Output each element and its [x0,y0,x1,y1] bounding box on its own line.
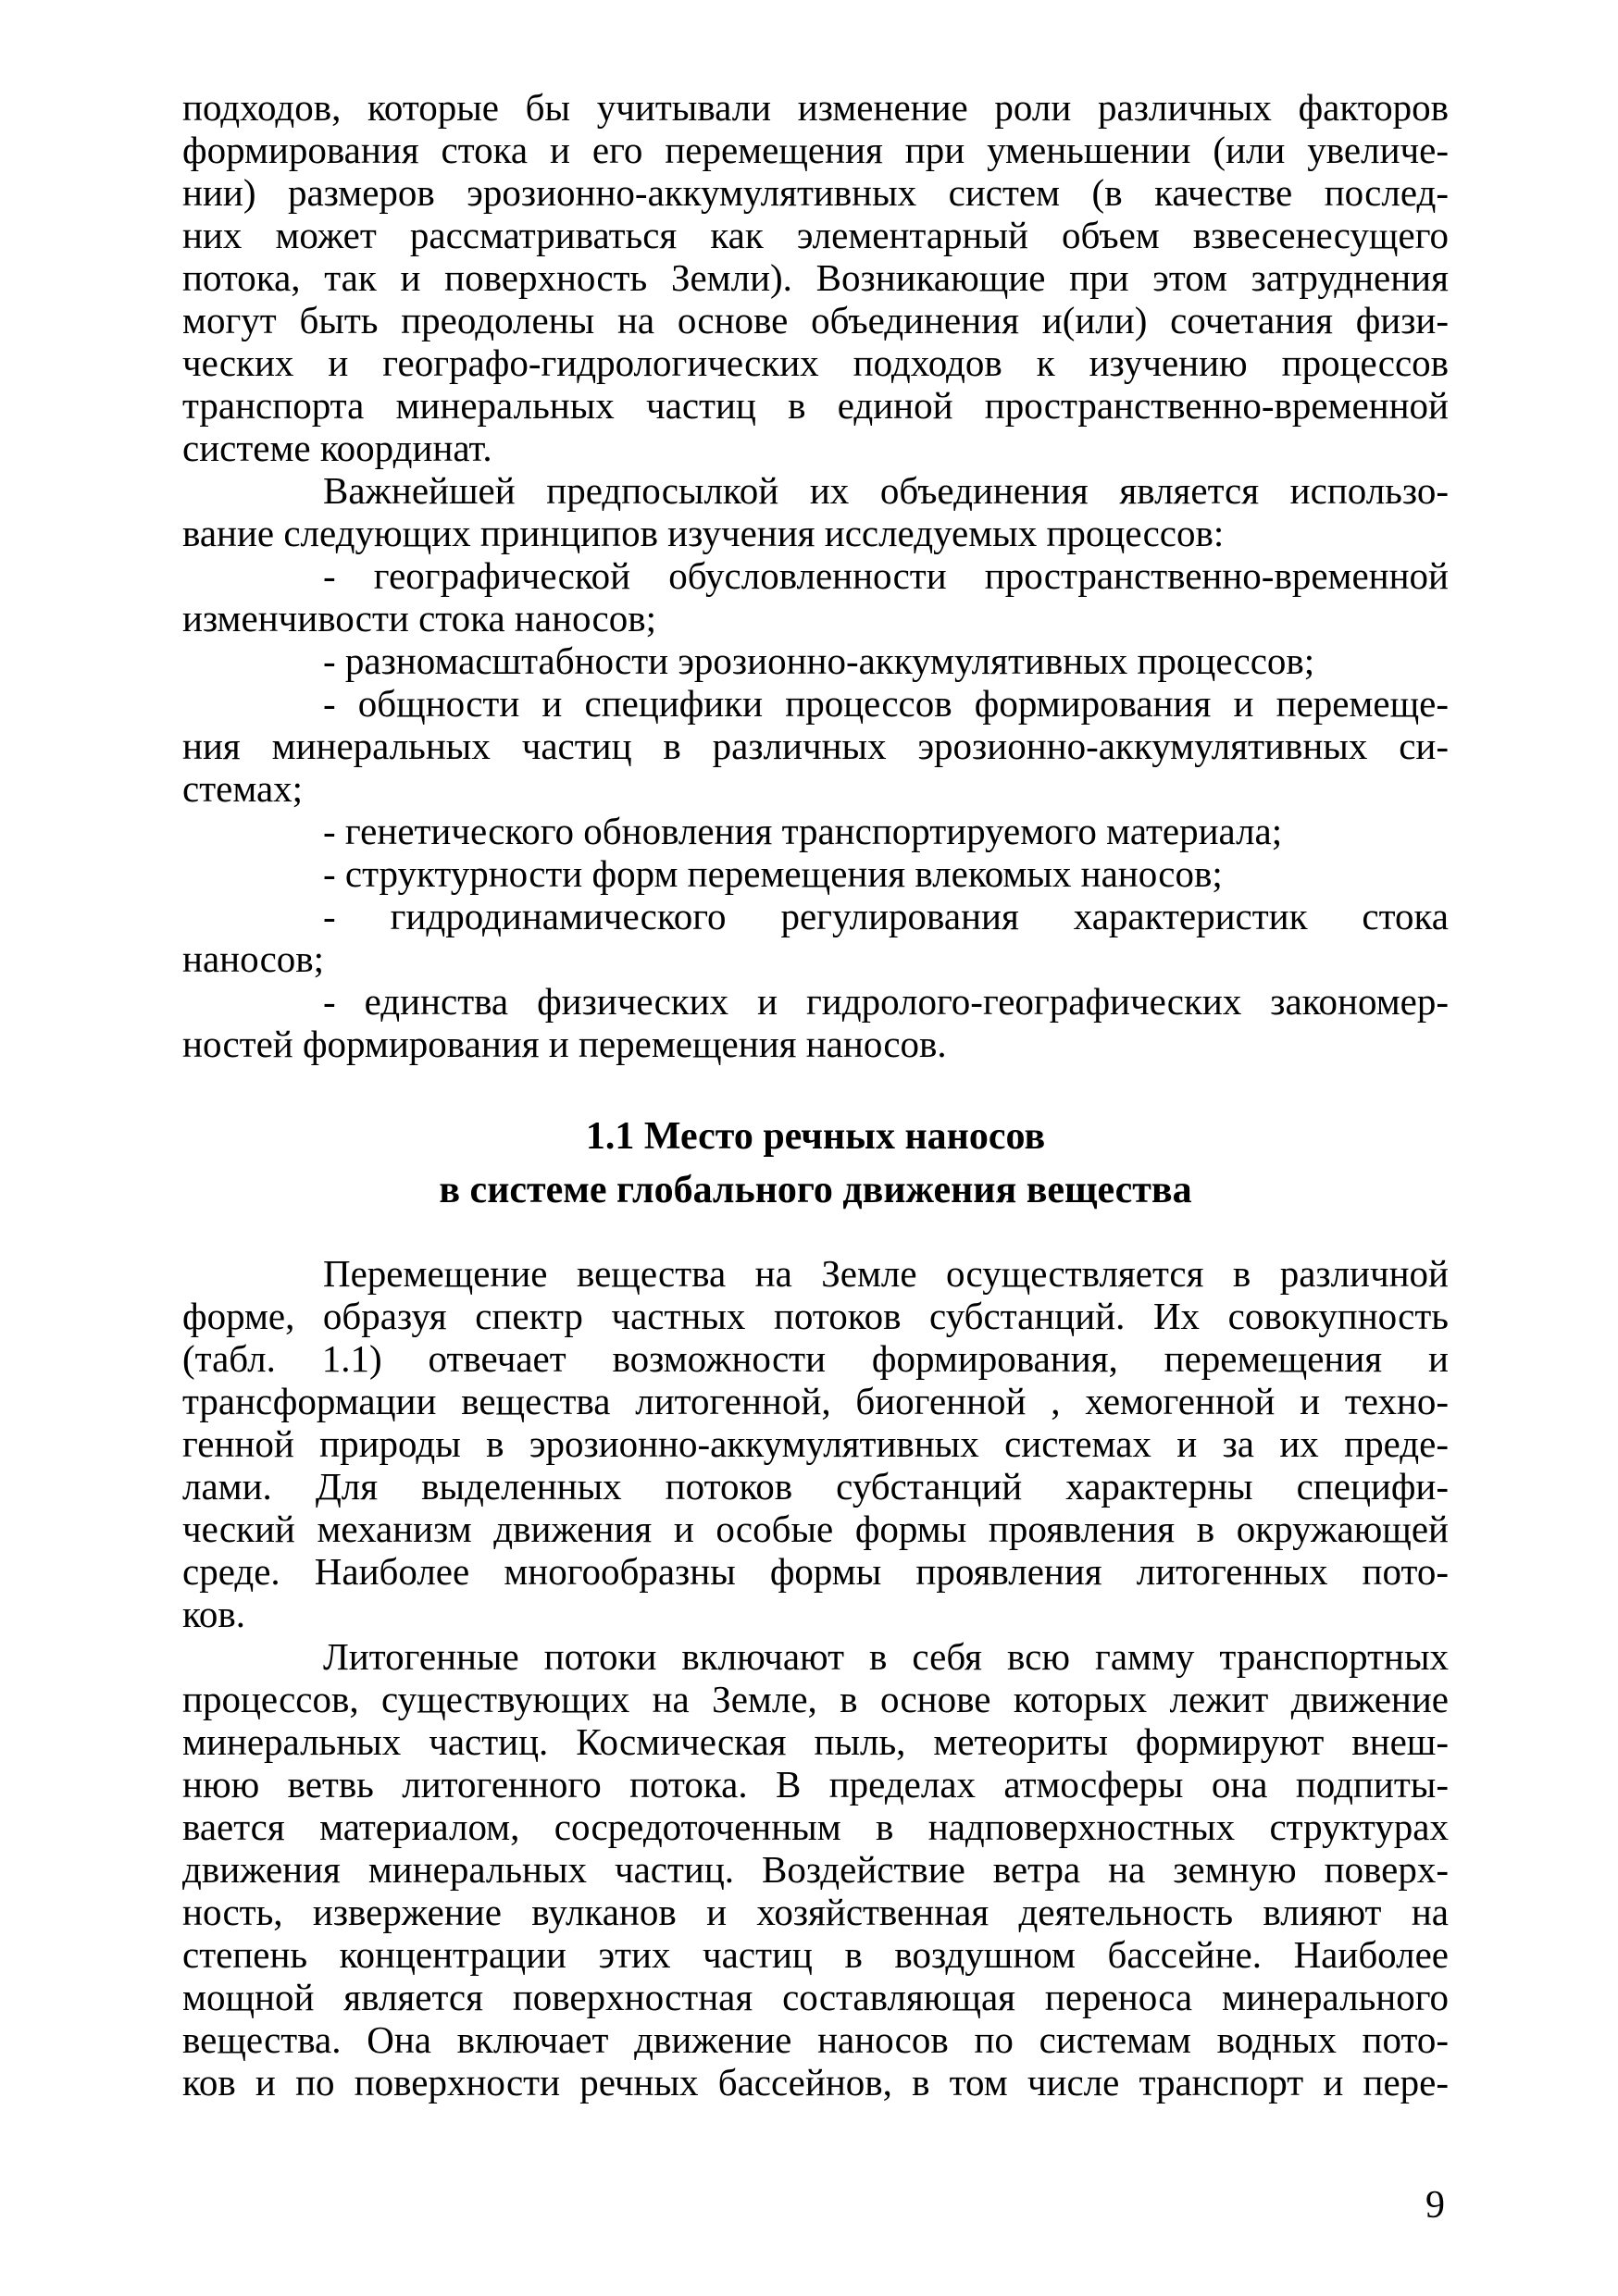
text-line: генной природы в эрозионно-аккумулятивных системах и за их преде- [182,1422,1449,1465]
text-line: - единства физических и гидролого-географических закономер- [323,980,1449,1023]
text-line: вается материалом, сосредоточенным в надповерхностных структурах [182,1806,1449,1848]
text-line: ков и по поверхности речных бассейнов, в том числе транспорт и пере- [182,2061,1449,2104]
text-line: форме, образуя спектр частных потоков субстанций. Их совокупность [182,1295,1449,1337]
text-line: системе координат. [182,427,492,469]
text-line: степень концентрации этих частиц в воздушном бассейне. Наиболее [182,1933,1449,1976]
list-item-4 [182,810,1449,852]
text-line: (табл. 1.1) отвечает возможности формирования, перемещения и [182,1337,1449,1380]
text-line: - генетического обновления транспортируемого материала; [323,810,1283,852]
text-line: лами. Для выделенных потоков субстанций характерны специфи- [182,1465,1449,1508]
list-item-3 [182,682,1449,810]
list-item-6 [182,895,1449,980]
list-item-7 [182,980,1449,1065]
text-line: них может рассматриваться как элементарный объем взвесенесущего [182,214,1449,256]
section-heading [182,1110,1449,1217]
text-line: изменчивости стока наносов; [182,597,656,639]
text-line: Перемещение вещества на Земле осуществляется в различной [323,1252,1449,1295]
text-line: - общности и специфики процессов формирования и перемеще- [323,682,1449,725]
text-line: подходов, которые бы учитывали изменение роли различных факторов [182,86,1449,129]
text-line: формирования стока и его перемещения при уменьшении (или увеличе- [182,129,1449,171]
heading-line: в системе глобального движения вещества [439,1169,1192,1211]
text-line: нии) размеров эрозионно-аккумулятивных систем (в качестве послед- [182,171,1449,214]
text-line: нюю ветвь литогенного потока. В пределах атмосферы она подпиты- [182,1763,1449,1806]
list-item-5 [182,852,1449,895]
text-line: мощной является поверхностная составляющая переноса минерального [182,1976,1449,2018]
text-line: наносов; [182,937,325,980]
text-line: ческих и географо-гидрологических подходов к изучению процессов [182,341,1449,384]
list-item-2 [182,639,1449,682]
text-line: вещества. Она включает движение наносов по системам водных пото- [182,2018,1449,2061]
text-line: трансформации вещества литогенной, биогенной , хемогенной и техно- [182,1380,1449,1422]
heading-line: 1.1 Место речных наносов [585,1115,1046,1158]
text-line: ния минеральных частиц в различных эрозионно-аккумулятивных си- [182,725,1449,767]
paragraph-lithogenic-flows [182,1635,1449,2104]
text-line: Важнейшей предпосылкой их объединения является использо- [323,469,1449,512]
text-line: - гидродинамического регулирования характеристик стока [323,895,1449,937]
text-line: вание следующих принципов изучения исследуемых процессов: [182,512,1225,554]
paragraph-continuation [182,86,1449,469]
text-block [182,86,1449,2104]
text-line: потока, так и поверхность Земли). Возникающие при этом затруднения [182,256,1449,299]
page-number: 9 [1425,2184,1445,2227]
list-item-1 [182,554,1449,639]
text-line: ность, извержение вулканов и хозяйственная деятельность влияют на [182,1891,1449,1933]
paragraph-principles-intro [182,469,1449,554]
text-line: транспорта минеральных частиц в единой пространственно-временной [182,384,1449,427]
text-line: - географической обусловленности пространственно-временной [323,554,1449,597]
text-line: стемах; [182,767,304,810]
text-line: ков. [182,1593,245,1635]
text-line: среде. Наиболее многообразны формы проявления литогенных пото- [182,1550,1449,1593]
text-line: движения минеральных частиц. Воздействие ветра на земную поверх- [182,1848,1449,1891]
text-line: ческий механизм движения и особые формы проявления в окружающей [182,1508,1449,1550]
paragraph-substance-movement [182,1252,1449,1635]
text-line: ностей формирования и перемещения наносов. [182,1023,947,1065]
text-line: Литогенные потоки включают в себя всю гамму транспортных [323,1635,1449,1678]
text-line: - разномасштабности эрозионно-аккумулятивных процессов; [323,639,1315,682]
text-line: минеральных частиц. Космическая пыль, метеориты формируют внеш- [182,1720,1449,1763]
text-line: - структурности форм перемещения влекомых наносов; [323,852,1223,895]
text-line: процессов, существующих на Земле, в основе которых лежит движение [182,1678,1449,1720]
text-line: могут быть преодолены на основе объединения и(или) сочетания физи- [182,299,1449,341]
